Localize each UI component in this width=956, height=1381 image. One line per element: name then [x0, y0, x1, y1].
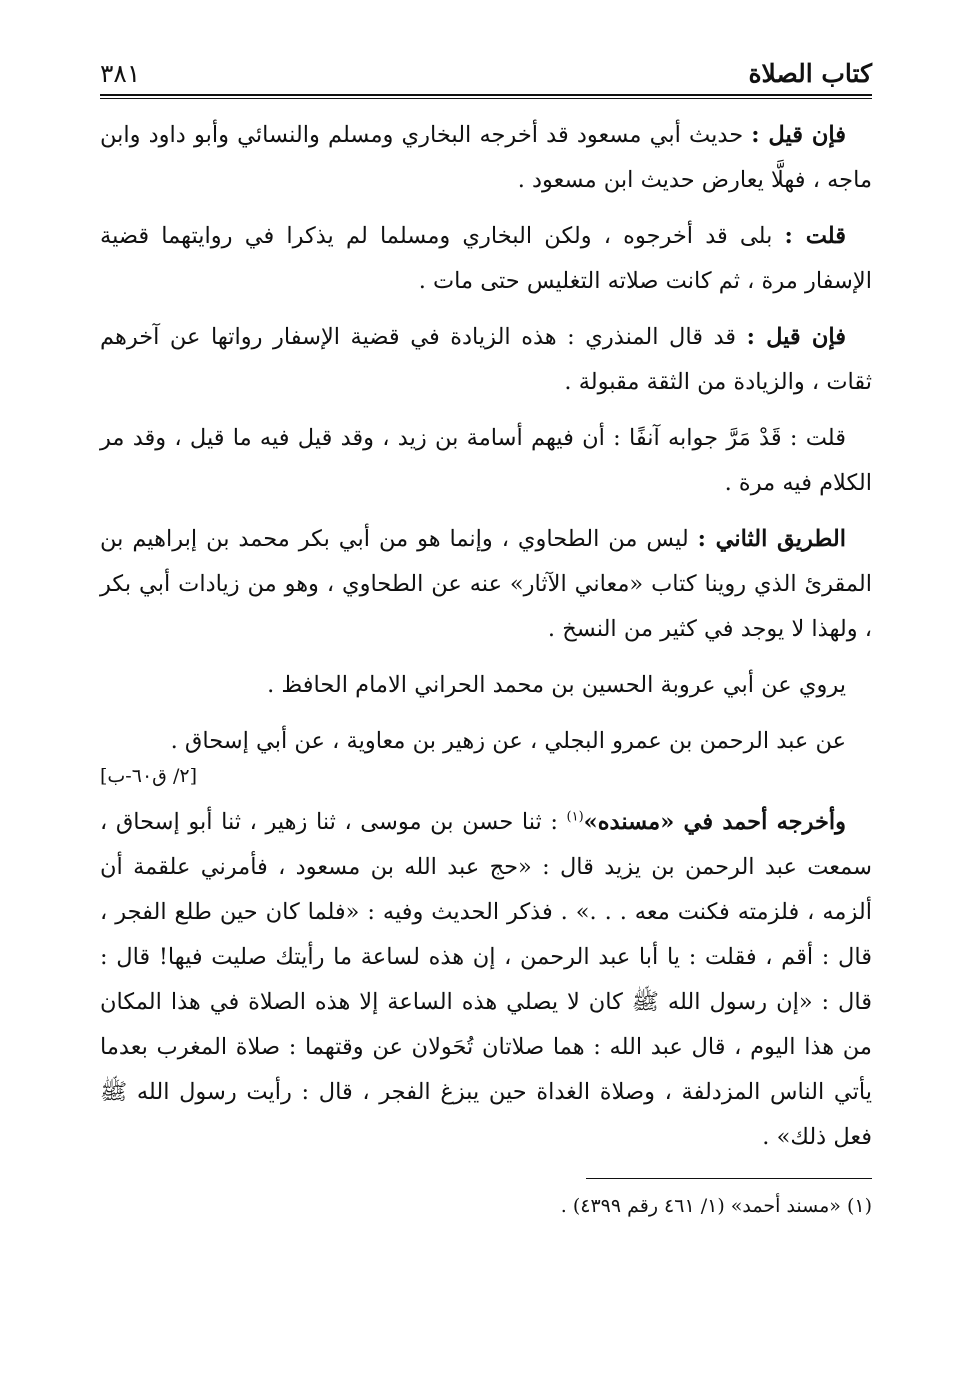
paragraph-reply-1 [100, 214, 872, 304]
paragraph-text: قد قال المنذري : هذه الزيادة في قضية الإسفار رواتها عن آخرهم ثقات ، والزيادة من الثقة مقبولة . [100, 324, 872, 395]
chapter-title: كتاب الصلاة [748, 59, 872, 88]
paragraph-lead: قلت : [784, 223, 846, 249]
paragraph-objection-2 [100, 315, 872, 405]
footnote-1: (١) «مسند أحمد» (١/ ٤٦١ رقم ٤٣٩٩) . [560, 1195, 872, 1217]
manuscript-reference: [٢/ ق٦٠-ب] [100, 765, 197, 787]
paragraph-text: بلى قد أخرجوه ، ولكن البخاري ومسلما لم يذكرا في روايتهما قضية الإسفار مرة ، ثم كانت صلاته التغليس حتى مات . [100, 223, 872, 294]
footnote-marker[interactable]: (١) [566, 809, 584, 825]
paragraph-text: عن عبد الرحمن بن عمرو البجلي ، عن زهير بن معاوية ، عن أبي إسحاق . [170, 728, 846, 754]
paragraph-ahmad-narration [100, 800, 872, 1160]
page-number: ٣٨١ [100, 59, 141, 88]
paragraph-text: حديث أبي مسعود قد أخرجه البخاري ومسلم والنسائي وأبو داود وابن ماجه ، فهلَّا يعارض حديث ابن مسعود . [100, 122, 872, 193]
paragraph-objection-1 [100, 113, 872, 203]
footnote-separator [586, 1178, 872, 1179]
running-header [100, 52, 872, 94]
paragraph-text: : ثنا حسن بن موسى ، ثنا زهير ، ثنا أبو إسحاق ، سمعت عبد الرحمن بن يزيد قال : «حج عبد الله بن مسعود ، فأمرني علقمة أن ألزمه ، فلزمته فكنت معه . . .» . فذكر الحديث وفيه : «فلما كان حين طلع الفجر ، قال : أقم ، فقلت : يا أبا عبد الرحمن ، إن هذه لساعة ما رأيتك صليت فيها! قال : قال : «إن رسول الله ﷺ كان لا يصلي هذه الساعة إلا هذه الصلاة في هذا المكان من هذا اليوم ، قال عبد الله : هما صلاتان تُحَولان عن وقتهما : صلاة المغرب بعدما يأتي الناس المزدلفة ، وصلاة الغداة حين يبزغ الفجر ، قال : رأيت رسول الله ﷺ فعل ذلك» . [100, 809, 872, 1150]
paragraph-lead: وأخرجه أحمد في «مسنده» [583, 809, 846, 835]
paragraph-text: ليس من الطحاوي ، وإنما هو من أبي بكر محمد بن إبراهيم بن المقرئ الذي روينا كتاب «معاني الآثار» عنه عن الطحاوي ، وهو من زيادات أبي بكر ، ولهذا لا يوجد في كثير من النسخ . [100, 526, 872, 642]
paragraph-text: قلت : قَدْ مَرَّ جوابه آنفًا : أن فيهم أسامة بن زيد ، وقد قيل فيه ما قيل ، وقد مر الكلام فيه مرة . [100, 425, 872, 496]
paragraph-reply-2 [100, 416, 872, 506]
paragraph-narrator-1 [100, 663, 872, 708]
paragraph-lead: فإن قيل : [746, 324, 846, 350]
paragraph-narrator-2 [100, 719, 872, 764]
paragraph-lead: الطريق الثاني : [697, 526, 846, 552]
document-page [100, 52, 872, 1221]
paragraph-second-path [100, 517, 872, 652]
paragraph-lead: فإن قيل : [751, 122, 846, 148]
paragraph-text: يروي عن أبي عروبة الحسين بن محمد الحراني الامام الحافظ . [267, 672, 846, 698]
header-rule [100, 94, 872, 99]
